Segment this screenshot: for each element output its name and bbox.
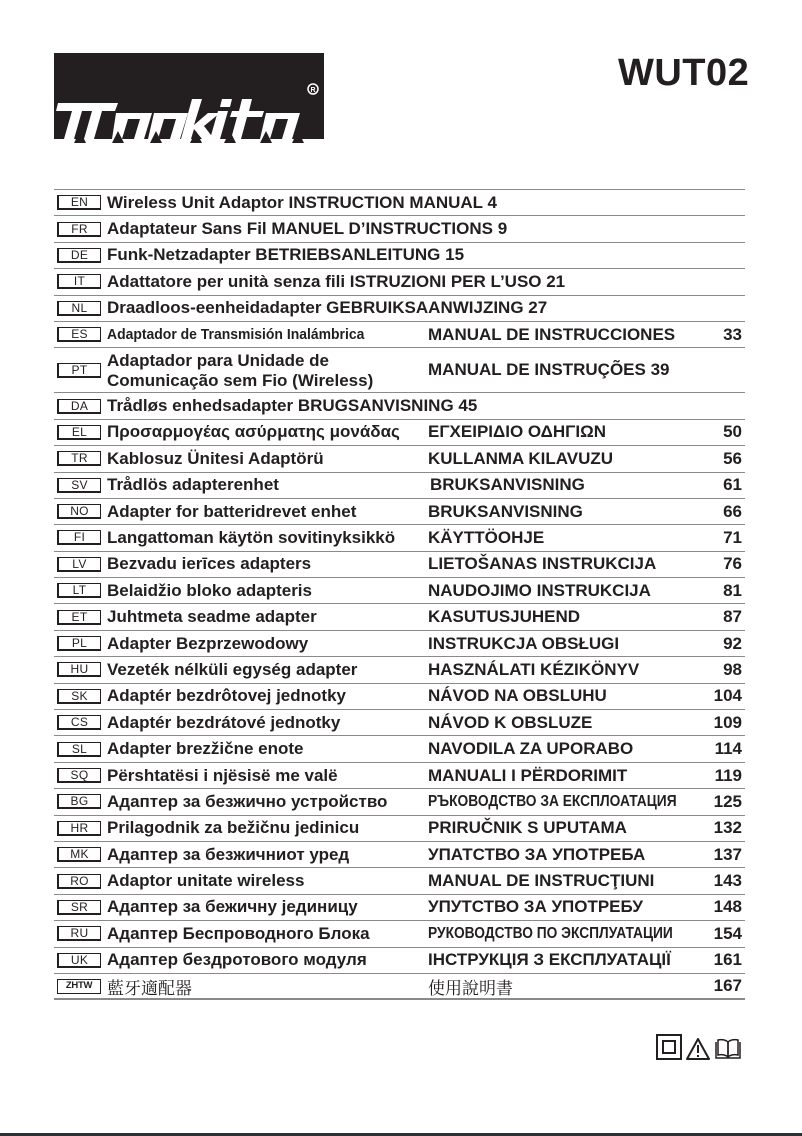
toc-row-fi[interactable] — [54, 525, 745, 551]
product-name: 藍牙適配器 — [107, 978, 192, 998]
product-name — [107, 351, 373, 391]
language-code-badge: LT — [57, 583, 101, 598]
manual-title: ІНСТРУКЦІЯ З ЕКСПЛУАТАЦІЇ — [428, 950, 671, 970]
language-code-badge: FI — [57, 530, 101, 545]
page-number: 167 — [713, 976, 742, 996]
toc-row-uk[interactable] — [54, 948, 745, 974]
toc-row-da[interactable] — [54, 393, 745, 419]
page-number: 66 — [723, 501, 742, 521]
toc-entry-text: Trådløs enhedsadapter BRUGSANVISNING 45 — [107, 396, 478, 416]
language-code-badge: PL — [57, 636, 101, 651]
page-number: 61 — [723, 475, 742, 495]
product-name-line-1: Adaptador para Unidade de — [107, 351, 329, 371]
page-number: 71 — [723, 527, 742, 547]
language-code-badge: BG — [57, 794, 101, 809]
page-number: 33 — [723, 324, 742, 344]
language-code-badge: CS — [57, 715, 101, 730]
language-code-badge: SR — [57, 900, 101, 915]
language-code-badge: UK — [57, 953, 101, 968]
manual-title: РЪКОВОДСТВО ЗА ЕКСПЛОАТАЦИЯ — [428, 792, 677, 810]
product-name: Bezvadu ierīces adapters — [107, 554, 312, 574]
page-number: 143 — [713, 871, 742, 891]
language-code-badge: TR — [57, 451, 101, 466]
language-code-badge: HR — [57, 821, 101, 836]
language-code-badge: EL — [57, 425, 101, 440]
page-number: 114 — [714, 739, 742, 759]
svg-text:R: R — [310, 87, 316, 94]
page-number: 104 — [713, 686, 742, 706]
manual-title: УПАТСТВО ЗА УПОТРЕБА — [428, 844, 646, 864]
product-name: Adapter brezžične enote — [107, 739, 304, 759]
toc-row-hr[interactable] — [54, 816, 745, 842]
page-number: 81 — [723, 580, 742, 600]
manual-title: MANUALI I PËRDORIMIT — [428, 765, 628, 785]
product-name-line-2: Comunicação sem Fio (Wireless) — [107, 371, 374, 391]
product-name: Адаптер за бежичну јединицу — [107, 897, 358, 917]
manual-title: HASZNÁLATI KÉZIKÖNYV — [428, 659, 640, 679]
toc-entry-text: Wireless Unit Adaptor INSTRUCTION MANUAL 4 — [107, 192, 497, 212]
product-name: Adaptador de Transmisión Inalámbrica — [107, 326, 365, 344]
manual-title: MANUAL DE INSTRUÇÕES 39 — [428, 360, 670, 380]
manual-title: NÁVOD K OBSLUZE — [428, 712, 593, 732]
toc-row-pl[interactable] — [54, 631, 745, 657]
product-name: Адаптер Беспроводного Блока — [107, 923, 370, 943]
toc-entry-text: Funk-Netzadapter BETRIEBSANLEITUNG 15 — [107, 245, 465, 265]
toc-row-lv[interactable] — [54, 552, 745, 578]
product-name: Adapter Bezprzewodowy — [107, 633, 309, 653]
manual-title: NÁVOD NA OBSLUHU — [428, 686, 607, 706]
product-name: Προσαρμογέας ασύρματης μονάδας — [107, 422, 400, 442]
language-code-badge: NL — [57, 301, 101, 316]
toc-row-tr[interactable] — [54, 446, 745, 472]
toc-row-no[interactable] — [54, 499, 745, 525]
language-code-badge: IT — [57, 274, 101, 289]
language-code-badge: PT — [57, 363, 101, 378]
toc-entry-text: Draadloos-eenheidadapter GEBRUIKSAANWIJZING 27 — [107, 298, 548, 318]
language-code-badge: NO — [57, 504, 101, 519]
toc-row-pt[interactable] — [54, 348, 745, 393]
page-number: 109 — [713, 712, 742, 732]
page-number: 92 — [723, 633, 742, 653]
manual-title: ΕΓΧΕΙΡΙΔΙΟ ΟΔΗΓΙΩΝ — [428, 422, 607, 442]
manual-title: INSTRUKCJA OBSŁUGI — [428, 633, 620, 653]
language-code-badge: SQ — [57, 768, 101, 783]
page-number: 87 — [723, 607, 742, 627]
product-name: Adaptor unitate wireless — [107, 871, 305, 891]
manual-title: BRUKSANVISNING — [428, 501, 583, 521]
manual-title: MANUAL DE INSTRUCCIONES — [428, 324, 676, 344]
toc-row-ru[interactable] — [54, 921, 745, 947]
toc-row-zhtw[interactable] — [54, 974, 745, 1000]
toc-row-sq[interactable] — [54, 763, 745, 789]
toc-row-et[interactable] — [54, 604, 745, 630]
product-name: Langattoman käytön sovitinyksikkö — [107, 527, 396, 547]
page-number: 56 — [723, 448, 742, 468]
toc-row-sl[interactable] — [54, 736, 745, 762]
manual-title: 使用說明書 — [428, 978, 513, 998]
language-code-badge: ZHTW — [57, 979, 101, 994]
language-table-of-contents — [54, 189, 745, 1000]
toc-row-sr[interactable] — [54, 895, 745, 921]
warning-icon — [686, 1038, 710, 1065]
toc-row-sv[interactable] — [54, 473, 745, 499]
language-code-badge: LV — [57, 557, 101, 572]
product-name: Juhtmeta seadme adapter — [107, 607, 317, 627]
language-code-badge: SL — [57, 742, 101, 757]
page-number: 125 — [713, 791, 742, 811]
page-number: 132 — [713, 818, 742, 838]
toc-row-fr[interactable] — [54, 216, 745, 242]
manual-title: MANUAL DE INSTRUCŢIUNI — [428, 871, 655, 891]
toc-row-it[interactable] — [54, 269, 745, 295]
language-code-badge: HU — [57, 662, 101, 677]
makita-logo — [54, 53, 324, 143]
language-code-badge: EN — [57, 195, 101, 210]
page-number: 154 — [713, 923, 742, 943]
page-number: 98 — [723, 659, 742, 679]
product-name: Адаптер бездротового модуля — [107, 950, 367, 970]
manual-title: NAVODILA ZA UPORABO — [428, 739, 634, 759]
toc-row-sk[interactable] — [54, 684, 745, 710]
product-name: Адаптер за безжичниот уред — [107, 844, 350, 864]
manual-title: РУКОВОДСТВО ПО ЭКСПЛУАТАЦИИ — [428, 924, 673, 942]
product-name: Trådlös adapterenhet — [107, 475, 279, 495]
safety-symbols — [656, 1033, 746, 1065]
toc-row-cs[interactable] — [54, 710, 745, 736]
language-code-badge: ES — [57, 327, 101, 342]
toc-row-nl[interactable] — [54, 296, 745, 322]
manual-title: LIETOŠANAS INSTRUKCIJA — [428, 554, 657, 574]
language-code-badge: SV — [57, 478, 101, 493]
read-manual-icon — [714, 1038, 742, 1065]
product-name: Адаптер за безжично устройство — [107, 791, 388, 811]
product-name: Kablosuz Ünitesi Adaptörü — [107, 448, 324, 468]
toc-row-de[interactable] — [54, 243, 745, 269]
manual-title: PRIRUČNIK S UPUTAMA — [428, 818, 627, 838]
manual-title: BRUKSANVISNING — [430, 475, 585, 495]
language-code-badge: DA — [57, 399, 101, 414]
double-insulation-icon — [656, 1034, 682, 1065]
toc-row-bg[interactable] — [54, 789, 745, 815]
product-name: Adaptér bezdrôtovej jednotky — [107, 686, 346, 706]
manual-title: KÄYTTÖOHJE — [428, 527, 545, 547]
language-code-badge: FR — [57, 222, 101, 237]
page-number: 119 — [714, 765, 742, 785]
product-name: Adaptér bezdrátové jednotky — [107, 712, 341, 732]
manual-title: KASUTUSJUHEND — [428, 607, 581, 627]
toc-entry-text: Adaptateur Sans Fil MANUEL D’INSTRUCTIONS 9 — [107, 219, 508, 239]
page-number: 50 — [723, 422, 742, 442]
product-name: Vezeték nélküli egység adapter — [107, 659, 358, 679]
manual-title: KULLANMA KILAVUZU — [428, 448, 614, 468]
page-number: 137 — [713, 844, 742, 864]
manual-title: NAUDOJIMO INSTRUKCIJA — [428, 580, 651, 600]
product-name: Përshtatësi i njësisë me valë — [107, 765, 338, 785]
page-number: 148 — [713, 897, 742, 917]
language-code-badge: ET — [57, 610, 101, 625]
page-number: 76 — [723, 554, 742, 574]
model-number: WUT02 — [618, 52, 750, 94]
language-code-badge: MK — [57, 847, 101, 862]
language-code-badge: RO — [57, 874, 101, 889]
language-code-badge: DE — [57, 248, 101, 263]
manual-title: УПУТСТВО ЗА УПОТРЕБУ — [428, 897, 643, 917]
toc-row-lt[interactable] — [54, 578, 745, 604]
page-number: 161 — [713, 950, 742, 970]
toc-row-es[interactable] — [54, 322, 745, 348]
toc-row-ro[interactable] — [54, 868, 745, 894]
product-name: Adapter for batteridrevet enhet — [107, 501, 357, 521]
language-code-badge: SK — [57, 689, 101, 704]
product-name: Belaidžio bloko adapteris — [107, 580, 312, 600]
toc-row-mk[interactable] — [54, 842, 745, 868]
toc-row-en[interactable] — [54, 190, 745, 216]
toc-row-hu[interactable] — [54, 657, 745, 683]
product-name: Prilagodnik za bežičnu jedinicu — [107, 818, 360, 838]
toc-row-el[interactable] — [54, 420, 745, 446]
language-code-badge: RU — [57, 926, 101, 941]
toc-entry-text: Adattatore per unità senza fili ISTRUZIONI PER L’USO 21 — [107, 271, 566, 291]
